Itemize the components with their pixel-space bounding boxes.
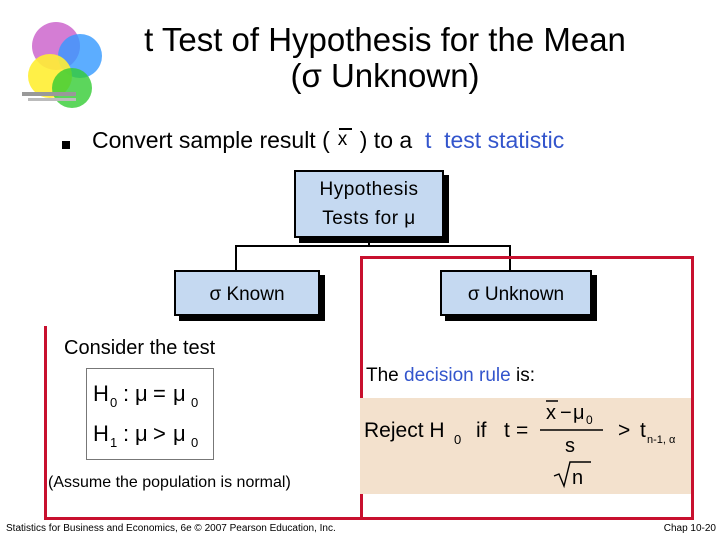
x-bar-letter: x: [337, 129, 348, 150]
hypotheses-box: [86, 368, 214, 460]
svg-text:H: H: [93, 421, 109, 446]
null-hypothesis: [93, 381, 198, 410]
svg-text:0: 0: [110, 395, 118, 410]
node-hypothesis-tests: [294, 170, 444, 238]
rule-tcrit-sub: n-1, α: [647, 434, 676, 446]
bullet-post: test statistic: [444, 127, 565, 153]
decision-pre: The: [366, 365, 399, 386]
footer-citation: Statistics for Business and Economics, 6e © 2007 Pearson Education, Inc.: [6, 523, 336, 534]
bullet-t: t: [424, 127, 432, 153]
rule-t: t: [504, 419, 510, 442]
node-sigma-known: σ Known: [174, 270, 320, 316]
decision-post: is:: [515, 365, 535, 386]
alternative-hypothesis: [93, 421, 198, 450]
svg-text:1: 1: [110, 435, 118, 450]
consider-text: Consider the test: [64, 337, 216, 359]
svg-text:H: H: [93, 381, 109, 406]
rule-eq: =: [516, 419, 529, 442]
rule-den-n: n: [572, 467, 584, 489]
svg-text:μ: μ: [135, 381, 148, 406]
rule-reject-sub: 0: [454, 432, 462, 447]
svg-text::: :: [123, 421, 130, 446]
rule-reject: Reject H: [364, 419, 445, 442]
assume-normal-text: (Assume the population is normal): [48, 474, 291, 491]
title-line-2: (σ Unknown): [290, 57, 480, 94]
rule-num-mu: μ: [573, 402, 585, 424]
rule-num-minus: −: [560, 402, 572, 424]
svg-text:μ: μ: [135, 421, 148, 446]
bullet-mid: ) to a: [359, 127, 413, 153]
rule-tcrit: t: [640, 419, 646, 442]
highlight-left-line: [44, 326, 47, 520]
decision-accent: decision rule: [404, 365, 511, 386]
rule-den-s: s: [565, 435, 575, 457]
rule-gt: >: [618, 419, 631, 442]
footer-page-number: Chap 10-20: [663, 523, 716, 534]
svg-text:=: =: [153, 381, 166, 406]
svg-text:0: 0: [191, 395, 199, 410]
node-top-line-2: Tests for μ: [322, 208, 416, 229]
title-line-1: t Test of Hypothesis for the Mean: [144, 21, 626, 58]
bullet-pre: Convert sample result (: [92, 127, 330, 153]
svg-text:μ: μ: [173, 421, 186, 446]
rule-num-mu-sub: 0: [586, 413, 593, 427]
highlight-bottom-line: [44, 517, 366, 520]
svg-text::: :: [123, 381, 130, 406]
node-sigma-unknown: σ Unknown: [440, 270, 592, 316]
rule-num-x: x: [546, 402, 556, 424]
svg-text:μ: μ: [173, 381, 186, 406]
rule-if: if: [476, 419, 487, 442]
node-top-line-1: Hypothesis: [319, 179, 419, 200]
svg-text:>: >: [153, 421, 166, 446]
svg-text:0: 0: [191, 435, 199, 450]
rejection-rule-formula: [360, 398, 691, 494]
decision-rule-text: [366, 364, 535, 388]
